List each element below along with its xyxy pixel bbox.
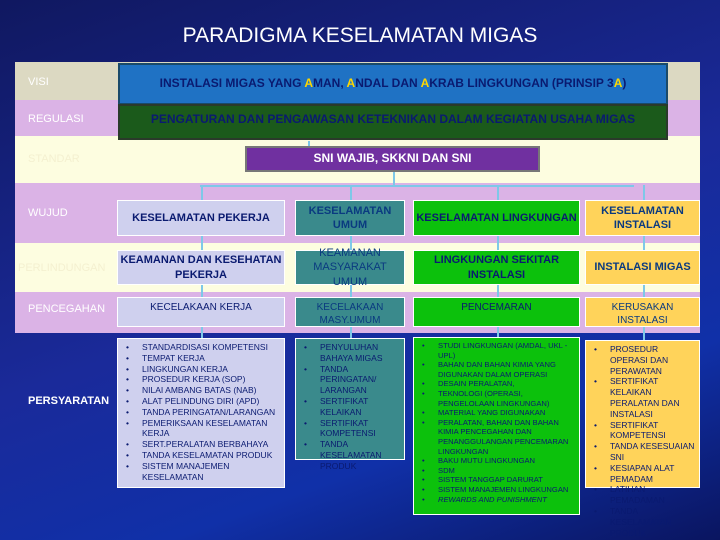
regulasi-box: PENGATURAN DAN PENGAWASAN KETEKNIKAN DALAM KEGIATAN USAHA MIGAS [118, 104, 668, 140]
list-item: • PROSEDUR KERJA (SOP) [126, 374, 280, 385]
list-item: • TANDA PERINGATAN/LARANGAN [126, 407, 280, 418]
persyaratan-list [413, 337, 580, 515]
pencegahan-box: KECELAKAAN MASY.UMUM [295, 297, 405, 327]
list-item: • SERT.PERALATAN BERBAHAYA [126, 439, 280, 450]
visi-box: INSTALASI MIGAS YANG AMAN, ANDAL DAN AKRAB LINGKUNGAN (PRINSIP 3A) [118, 63, 668, 105]
wujud-box: KESELAMATAN PEKERJA [117, 200, 285, 236]
wujud-box: KESELAMATAN LINGKUNGAN [413, 200, 580, 236]
list-item: • ALAT PELINDUNG DIRI (APD) [126, 396, 280, 407]
list-item: • SERTIFIKAT KOMPETENSI [594, 420, 695, 442]
list-item: • TANDA PERINGATAN/ LARANGAN [304, 364, 400, 396]
list-item: • LATIHAN PEMADAMAN [594, 484, 695, 506]
list-item: • PROSEDUR OPERASI DAN PERAWATAN [594, 344, 695, 376]
list-item: • PENYULUHAN BAHAYA MIGAS [304, 342, 400, 364]
list-item: • TANDA KESESUAIAN SNI [594, 441, 695, 463]
pencegahan-box: PENCEMARAN [413, 297, 580, 327]
page-title: PARADIGMA KESELAMATAN MIGAS [182, 24, 538, 47]
list-item: • PEMERIKSAAN KESELAMATAN KERJA [126, 418, 280, 440]
row-label-perlindungan: PERLINDUNGAN [18, 262, 106, 274]
persyaratan-list [295, 338, 405, 471]
list-item: • TANDA KESELAMATAN PRODUK [126, 450, 280, 461]
list-item: • TEMPAT KERJA [126, 353, 280, 364]
persyaratan-list [117, 338, 285, 488]
pencegahan-box: KECELAKAAN KERJA [117, 297, 285, 327]
list-item: • TANDA KESELAMATAN PRODUK [594, 506, 695, 538]
row-label-pencegahan: PENCEGAHAN [28, 303, 106, 315]
list-item: • BAKU MUTU LINGKUNGAN [422, 456, 575, 466]
list-item: • TANDA KESELAMATAN PRODUK [304, 439, 400, 471]
list-item: • SDM [422, 466, 575, 476]
list-item: • SERTIFIKAT KOMPETENSI [304, 418, 400, 440]
list-item: • REWARDS AND PUNISHMENT [422, 495, 575, 505]
list-item: • STANDARDISASI KOMPETENSI [126, 342, 280, 353]
row-label-wujud: WUJUD [28, 207, 68, 219]
list-item: • SERTIFIKAT KELAIKAN PERALATAN DAN INSTALASI [594, 376, 695, 419]
row-label-standar: STANDAR [28, 153, 80, 165]
wujud-box: KESELAMATAN UMUM [295, 200, 405, 236]
perlindungan-box: LINGKUNGAN SEKITAR INSTALASI [413, 250, 580, 285]
wujud-box: KESELAMATAN INSTALASI [585, 200, 700, 236]
list-item: • LINGKUNGAN KERJA [126, 364, 280, 375]
list-item: • SISTEM TANGGAP DARURAT [422, 475, 575, 485]
list-item: • KESIAPAN ALAT PEMADAM [594, 463, 695, 485]
list-item: • NILAI AMBANG BATAS (NAB) [126, 385, 280, 396]
standar-box: SNI WAJIB, SKKNI DAN SNI [245, 146, 540, 172]
list-item: • SISTEM MANAJEMEN KESELAMATAN [126, 461, 280, 483]
list-item: • PERALATAN, BAHAN DAN BAHAN KIMIA PENCEGAHAN DAN PENANGGULANGAN PENCEMARAN LINGKUNGAN [422, 418, 575, 456]
pencegahan-box: KERUSAKAN INSTALASI [585, 297, 700, 327]
list-item: • TEKNOLOGI (OPERASI, PENGELOLAAN LINGKUNGAN) [422, 389, 575, 408]
row-label-regulasi: REGULASI [28, 113, 84, 125]
row-label-persyaratan: PERSYARATAN [28, 395, 110, 407]
list-item: • STUDI LINGKUNGAN (AMDAL, UKL -UPL) [422, 341, 575, 360]
list-item: • SERTIFIKAT KELAIKAN [304, 396, 400, 418]
perlindungan-box: KEAMANAN DAN KESEHATAN PEKERJA [117, 250, 285, 285]
list-item: • MATERIAL YANG DIGUNAKAN [422, 408, 575, 418]
list-item: • SISTEM MANAJEMEN LINGKUNGAN [422, 485, 575, 495]
perlindungan-box: INSTALASI MIGAS [585, 250, 700, 285]
row-label-visi: VISI [28, 76, 49, 88]
perlindungan-box: KEAMANAN MASYARAKAT UMUM [295, 250, 405, 285]
list-item: • BAHAN DAN BAHAN KIMIA YANG DIGUNAKAN DALAM OPERASI [422, 360, 575, 379]
persyaratan-list [585, 340, 700, 538]
list-item: • DESAIN PERALATAN, [422, 379, 575, 389]
